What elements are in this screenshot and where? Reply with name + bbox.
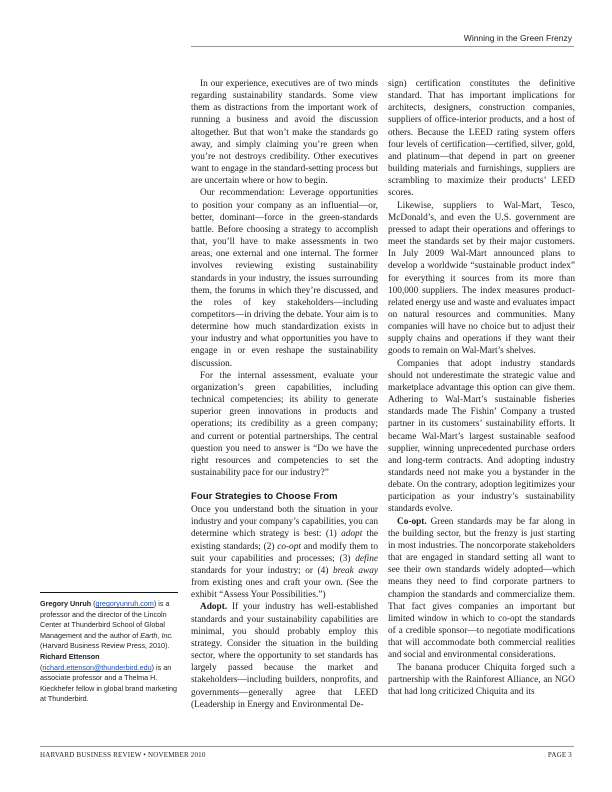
text: (Harvard Business Review Press, 2010). xyxy=(40,641,170,651)
emphasis: co-opt xyxy=(277,541,301,552)
text: and modify them to suit your capabilities and processes; (3) xyxy=(191,541,378,564)
author-website-link[interactable]: gregoryunruh.com xyxy=(95,599,154,608)
book-title: Earth, Inc. xyxy=(140,630,174,640)
paragraph: The banana producer Chiquita forged such a partnership with the Rainforest Alliance, an NGO that had long criticized Chiquita and its xyxy=(388,662,575,697)
header-rule xyxy=(191,46,574,47)
paragraph: Our recommendation: Leverage opportunities to position your company as an influential—or, better, dominant—force in the green-standards battle. Before choosing a strategy to accomplish that, you’ll have to make assessments in two areas, one external and one internal. The former involves reviewing existing sustainability standards in your industry, the issues surrounding them, the forums in which they’re discussed, and the roles of key stakeholders—including competitors—in driving the debate. Your aim is to determine how much standardization exists in your industry and what opportunities you have to engage in or even reshape the sustainability discussion. xyxy=(191,188,378,369)
text: is a professor and the director of the Lincoln Center at Thunderbird School of Global Management and the author of xyxy=(40,599,170,640)
page-number: PAGE 3 xyxy=(547,751,572,759)
author-email-link[interactable]: richard.ettenson@thunderbird.edu xyxy=(42,662,152,672)
paragraph xyxy=(388,516,575,662)
author-name: Richard Ettenson xyxy=(40,651,100,661)
text: the existing standards; (2) xyxy=(191,529,378,552)
paragraph xyxy=(191,601,378,710)
emphasis: break away xyxy=(332,565,378,576)
emphasis: adopt xyxy=(341,529,363,540)
section-heading: Four Strategies to Choose From xyxy=(191,491,338,503)
text: is an associate professor and a Thelma H. Kieckhefer fellow in global brand marketing at Thunderbird. xyxy=(40,662,178,704)
author-bio: Gregory Unruh (gregoryunruh.com) is a professor and the director of the Lincoln Center at Thunderbird School of Global Management and the author of Earth, Inc. (Harvard Business Review Press, 2010). Richard Ettenson (richard.ettenson@thunderbird.edu) is an associate professor and a Thelma H. Kieckhefer fellow in global brand marketing at Thunderbird. xyxy=(40,599,178,704)
paragraph: For the internal assessment, evaluate your organization’s green capabilities, including technical competencies; its ability to generate superior green innovations in products and operations; its credibility as a green company; and current or potential partnerships. The central question you need to answer is “Do we have the right resources and competencies to set the sustainability pace for our industry?” xyxy=(191,370,378,478)
column-left xyxy=(191,78,378,711)
text: standards for your industry; or (4) xyxy=(191,565,333,576)
author-name: Gregory Unruh xyxy=(40,599,92,608)
bio-rule xyxy=(40,592,178,593)
paragraph: sign) certification constitutes the definitive standard. That has important implications for architects, designers, construction companies, suppliers of office-interior products, and a host of others. Because the LEED rating system offers four levels of certification—certified, silver, gold, and platinum—that depend in part on greener building materials and furnishings, suppliers are scrambling to maximize their products’ LEED scores. xyxy=(388,79,575,199)
footer-publication: HARVARD BUSINESS REVIEW • NOVEMBER 2010 xyxy=(40,751,206,759)
paragraph xyxy=(191,504,378,601)
running-header: Winning in the Green Frenzy xyxy=(463,33,572,43)
paragraph: In our experience, executives are of two minds regarding sustainability standards. Some view them as distractions from the important work of running a business and avoid the discussion altogether. But that won’t make the standards go away, and simply claiming you’re green when you’re not destroys credibility. Other executives want to engage in the standard-setting process but are uncertain where or how to begin. xyxy=(191,79,378,187)
paragraph: Likewise, suppliers to Wal-Mart, Tesco, McDonald’s, and even the U.S. government are pressed to adapt their operations and offerings to meet the standards set by their major customers. In July 2009 Wal-Mart announced plans to develop a worldwide “sustainable product index” for everything it sources from its more than 100,000 suppliers. The index measures product-related energy use and waste and evaluates impact on natural resources and communities. Many companies will have no choice but to adjust their supply chains and operations if they want their goods to remain on Wal-Mart’s shelves. xyxy=(388,200,575,357)
text: Once you understand both the situation in your industry and your company’s capabilities, you can determine which strategy is best: (1) xyxy=(191,505,378,540)
text: from existing ones and craft your own. (See the exhibit “Assess Your Possibilities.”) xyxy=(191,578,378,601)
column-right xyxy=(388,78,575,698)
text: Green standards may be far along in the building sector, but the frenzy is just starting in most industries. The noncorporate stakeholders that are engaged in standard setting all want to see their own standards widely adopted—which means they need to find corporate partners to champion the standards and commercialize them. That fact gives companies an important but limited window in which to co-opt the standards of a credible sponsor—to negotiate modifications that will accommodate both commercial realities and social and environmental considerations. xyxy=(388,516,575,661)
footer-rule xyxy=(40,746,574,747)
emphasis: define xyxy=(355,553,378,564)
text: If your industry has well-established standards and your sustainability capabilities are minimal, you should probably employ this strategy. Consider the situation in the building sector, where the opportunity to set standards has largely passed because the market and stakeholders—including builders, nonprofits, and governments—generally agree that LEED (Leadership in Energy and Environmental De- xyxy=(191,602,378,710)
run-in-heading: Adopt. xyxy=(200,602,228,613)
run-in-heading: Co-opt. xyxy=(397,516,427,527)
paragraph: Companies that adopt industry standards should not underestimate the strategic value and marketplace advantage this option can give them. Adhering to Wal-Mart’s sustainable fisheries standards made The Fishin’ Company a trusted partner in its customers’ sustainability efforts. It became Wal-Mart’s largest sustainable seafood supplier, winning unprecedented purchase orders and long-term contracts. And adopting industry standards need not make you a bystander in the debate. On the contrary, adoption legitimizes your participation as your industry’s sustainability standards evolve. xyxy=(388,358,575,515)
